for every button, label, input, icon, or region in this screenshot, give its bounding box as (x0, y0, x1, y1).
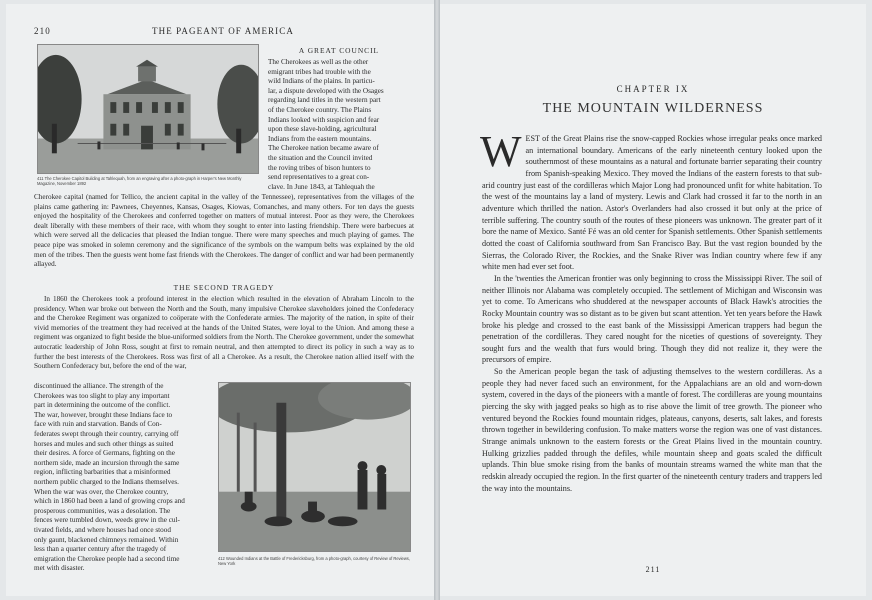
section1-column-text (268, 58, 414, 192)
col-line: clave. In June 1843, at Tahlequah the (268, 182, 375, 191)
narrow-line: fences were tumbled down, weeds grew in the cul- (34, 516, 180, 525)
section2-narrow-column (34, 382, 214, 574)
col-line: send representatives to a great con- (268, 173, 370, 182)
narrow-line: The war, however, brought these Indians face to (34, 410, 173, 419)
col-line: The Cherokee nation became aware of (268, 144, 379, 153)
narrow-line: northern side, made an incursion through the same (34, 458, 180, 467)
col-line: the roving tribes of bison hunters to (268, 163, 371, 172)
col-line: regarding land titles in the western part (268, 96, 381, 105)
paragraph-1-text: EST of the Great Plains rise the snow-capped Rockies whose irregular peaks once marked an international boundary. Americans of the early nineteenth century looked upon the southernmost of these mountains as a natural and fortunate barrier separating their country from Spanish-speaking Mexico. They moved the Indians of the eastern forests to that sub-arid country just east of the cordilleras which Major Long had pronounced unfit for white habitation. To the west of the mountains lay a land of mystery. Lewis and Clark had crossed it far to the north in an adventure which thrilled the nation. Astor's Overlanders had also crossed it but only at the price of terrible suffering. The country south of the routes of these pioneers was unknown. The greater part of it bore the name of Mexico. Santé Fé was an old center for Spanish settlements. Other Spanish settlements dotted the coast of California southward from San Francisco Bay. But the vast region bounded by the Sierras, the Colorado River, the Rockies, and the Snake River was Indian country where few if any white men had ever set foot. (482, 134, 822, 272)
col-line: lar, a dispute developed with the Osages (268, 86, 384, 95)
figure-412-wounded-indians-photo (218, 382, 411, 552)
section1-full-text (34, 193, 414, 270)
narrow-line: part in determining the outcome of the conflict. (34, 401, 171, 410)
narrow-line: only gaunt, blackened chimneys remained. Within (34, 535, 179, 544)
right-page-number: 211 (645, 565, 661, 574)
section1-paragraph: Cherokee capital (named for Tellico, the ancient capital in the valley of the Tennessee), representatives from the villages of the plains came gathering in: Pawnees, Cheyennes, Kansas, Osages, Kiowas, Comanches, and many others. For ten days the guests enjoyed the hospitality of the Cherokees and conferred together on matters of mutual interest. Poor as they were, the Cherokees dealt liberally with these members of their race, with whom they sought to enter into lasting friendship. There were barbecues at which were served all the delicacies that pleased the Indian tongue. There were many speeches and much playing of games. The peace pipe was smoked in solemn ceremony and the significance of the symbols on the wampum belts was explained by the old men of the tribes. Then the guests went home fast friends with the Cherokees. The danger of conflict and war had been permanently allayed. (34, 193, 414, 269)
narrow-line: federates swept through their country, carrying off (34, 429, 179, 438)
narrow-line: When the war was over, the Cherokee country, (34, 487, 169, 496)
paragraph-3: So the American people began the task of adjusting themselves to the western cordilleras. As a people they had never faced such an environment, for the Appalachians are an old and worn-down system, covered in the days of the pioneers with a mantle of forest. The cordilleras are young mountains piercing the sky with jagged peaks so high as to rise above the limit of tree growth. The pioneer who ventured beyond the Rockies found mountain ridges, plateaus, canyons, deserts, salt lakes, and forests thrown together in bewildering confusion. To make matters worse the region was one of vast distances. Strange animals unknown to the eastern forests or the Great Plains lived in the mountain country. Hulking grizzlies padded through the defiles, while mountain sheep and goats scaled the difficult uplands. Thin blue smoke rising from the banks of mountain streams warned the white man that the redskin already occupied the region. In the first quarter of the nineteenth century traders and trappers led the way into the mountains. (482, 367, 822, 493)
chapter-body (480, 127, 822, 494)
left-page (6, 4, 434, 596)
running-title: THE PAGEANT OF AMERICA (152, 26, 294, 36)
figure-412-caption: 412 Wounded Indians at the Battle of Fredericksburg, from a photo-graph, courtesy of Review of Reviews, New York (218, 556, 410, 566)
chapter-label: CHAPTER IX (616, 84, 690, 94)
narrow-line: Cherokees was too slight to play any important (34, 391, 170, 400)
paragraph-2: In the 'twenties the American frontier was only beginning to cross the Mississippi River. The soil of neither Illinois nor Alabama was completely occupied. The settlement of Michigan and Wisconsin was yet to come. To Americans who shuddered at the newspaper accounts of Black Hawk's atrocities the Rocky Mountain country was so distant as to be given but scant attention. Yet ten years before the Hawk broke his pledge and crossed to the east bank of the Mississippi American trappers had begun the penetration of the cordilleras. They cared nought for the niceties of questions of sovereignty. They sought furs and the wealth that furs would bring. Though they did not realize it, they were the precursors of empire. (482, 273, 822, 365)
narrow-line: prosperous communities, was a desolation. The (34, 506, 171, 515)
narrow-line: tivated fields, and where houses had once stood (34, 525, 171, 534)
col-line: Indians from the eastern mountains. (268, 134, 372, 143)
figure-411-capitol-engraving (37, 44, 259, 174)
section2-paragraph: In 1860 the Cherokees took a profound interest in the election which resulted in the elevation of Abraham Lincoln to the presidency. When war broke out between the North and the South, many impulsive Cherokee slaveholders joined the Confederacy and the Cherokee Regiment was organized to coöperate with the Confederate armies. The majority of the nation, in spite of their vivid memories of the treatment they had received at the hands of the United States, were loyal to the Union. And among these a regiment was organized to fight beside the blue-uniformed soldiers from the North. The Cherokee government, under the somewhat autocratic leadership of John Ross, sought at first to remain neutral, and then attempted to direct its policy in such a way as to further the best interests of the Cherokees. Ross was first of all a Cherokee. As a result, the Cherokee nation allied itself with the Southern Confederacy but, before the end of the war, (34, 295, 414, 371)
narrow-line: region, inflicting barbarities that a misinformed (34, 468, 171, 477)
narrow-line: less than a quarter century after the tragedy of (34, 545, 167, 554)
paragraph-1 (480, 127, 822, 273)
narrow-line: which in 1860 had been a land of growing crops and (34, 497, 185, 506)
section-heading-great-council: A GREAT COUNCIL (298, 46, 380, 55)
col-line: of the Cherokee country. The Plains (268, 105, 372, 114)
section2-full-text (34, 295, 414, 372)
col-line: Indians looked with suspicion and fear (268, 115, 380, 124)
col-line: upon these slave-holding, agricultural (268, 125, 377, 134)
narrow-line: face with ruin and starvation. Bands of Con- (34, 420, 162, 429)
col-line: wild Indians of the plains. In particu- (268, 77, 375, 86)
right-page (440, 4, 866, 596)
narrow-line: discontinued the alliance. The strength of the (34, 382, 164, 390)
col-line: The Cherokees as well as the other (268, 58, 369, 66)
drop-cap: W (480, 127, 522, 176)
narrow-line: horses and mules and such other things as suited (34, 439, 174, 448)
narrow-line: met with disaster. (34, 564, 85, 573)
wounded-indians-illustration (219, 383, 410, 551)
narrow-line: emigration the Cherokee people had a second time (34, 554, 180, 563)
capitol-illustration (38, 45, 258, 173)
narrow-line: northern public charged to the Indians themselves. (34, 477, 179, 486)
chapter-title: THE MOUNTAIN WILDERNESS (542, 101, 764, 116)
section-heading-second-tragedy: THE SECOND TRAGEDY (173, 283, 275, 292)
col-line: emigrant tribes had trouble with the (268, 67, 371, 76)
narrow-line: their desires. A force of Germans, fighting on the (34, 449, 175, 458)
left-page-number: 210 (34, 26, 51, 36)
col-line: the situation and the Council invited (268, 153, 373, 162)
figure-411-caption: 411 The Cherokee Capitol Building at Tahlequah, from an engraving after a photo-graph in Harper's New Monthly Magazine, November 1892 (37, 176, 242, 186)
